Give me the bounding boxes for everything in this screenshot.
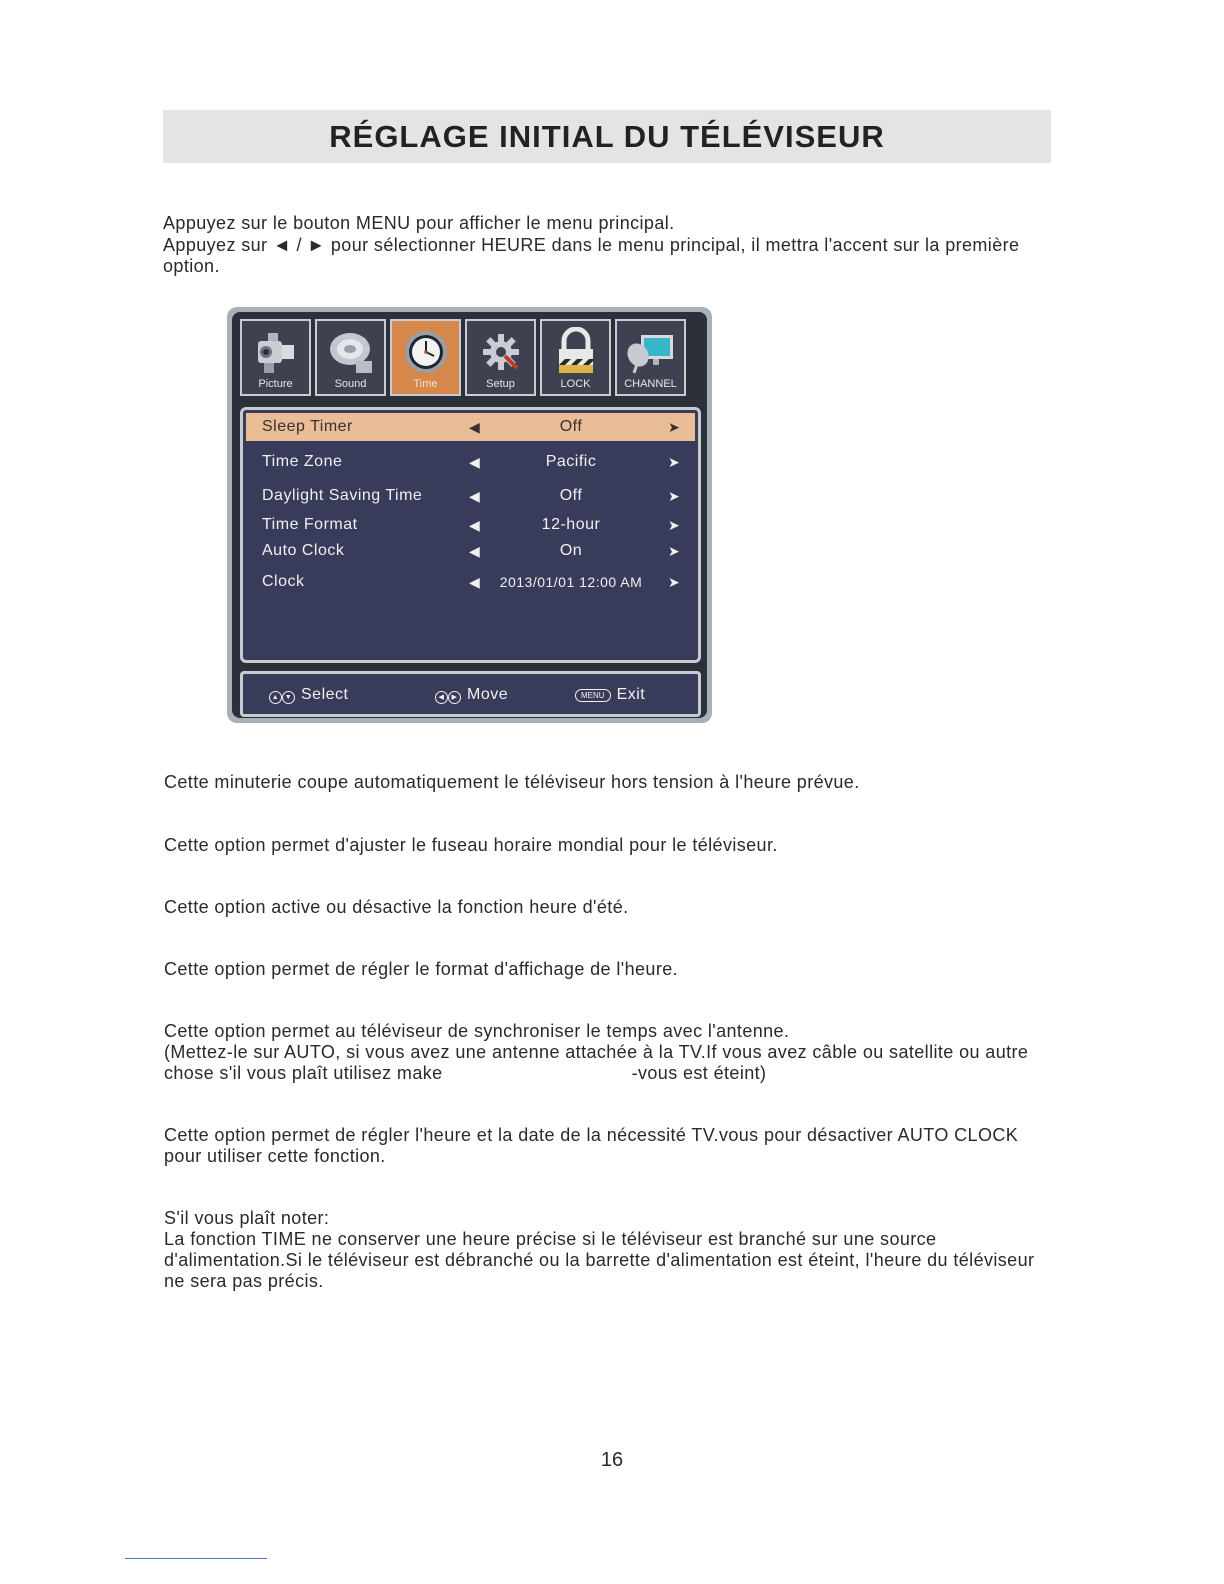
page-number: 16 — [600, 1449, 624, 1471]
tab-label: Sound — [334, 378, 367, 390]
row-value: Off — [559, 487, 583, 504]
tab-label: Time — [413, 378, 438, 390]
menu-row-time-format[interactable] — [246, 511, 695, 539]
osd-tab-bar — [240, 319, 686, 396]
desc-text: (Mettez-le sur AUTO, si vous avez une antenne attachée à la TV.If vous avez câble ou satellite ou autre chose s'il vous plaît utilisez make -vous est éteint) — [164, 1042, 1034, 1083]
menu-key-icon: MENU — [575, 689, 611, 702]
note — [164, 1208, 1044, 1292]
desc-text: Cette option permet de régler l'heure et la date de la nécessité TV.vous pour désactiver AUTO CLOCK pour utiliser cette fonction. — [164, 1125, 1019, 1166]
gear-icon — [467, 325, 534, 379]
tab-lock[interactable] — [540, 319, 611, 396]
desc-time-format — [164, 959, 1044, 980]
row-label: Sleep Timer — [262, 418, 353, 435]
menu-row-time-zone[interactable] — [246, 448, 695, 476]
hint-select-label: Select — [301, 686, 349, 703]
footer-rule — [125, 1558, 267, 1559]
hint-move — [435, 686, 508, 704]
tab-channel[interactable] — [615, 319, 686, 396]
time-menu-panel — [240, 407, 701, 663]
intro-text — [163, 213, 1043, 278]
camera-icon — [242, 325, 309, 379]
right-arrow-icon[interactable]: ➤ — [668, 517, 681, 533]
right-arrow-icon[interactable]: ➤ — [668, 488, 681, 504]
row-label: Clock — [262, 573, 305, 590]
note-text: La fonction TIME ne conserver une heure précise si le téléviseur est branché sur une source d'alimentation.Si le téléviseur est débranché ou la barrette d'alimentation est éteint, l'heure du téléviseur ne sera pas précis. — [164, 1229, 1035, 1291]
clock-icon — [392, 325, 459, 379]
tab-label: CHANNEL — [624, 378, 677, 390]
tab-label: LOCK — [560, 378, 591, 390]
row-value: 12-hour — [541, 516, 601, 533]
left-arrow-icon[interactable]: ◀ — [469, 419, 481, 435]
tab-picture[interactable] — [240, 319, 311, 396]
menu-row-sleep-timer[interactable] — [246, 413, 695, 441]
left-arrow-icon[interactable]: ◀ — [469, 543, 481, 559]
right-arrow-icon[interactable]: ➤ — [668, 543, 681, 559]
tab-label: Picture — [258, 378, 293, 390]
left-right-keys-icon: ◀ ▶ — [435, 686, 461, 704]
intro-line-1: Appuyez sur le bouton MENU pour afficher le menu principal. — [163, 213, 675, 233]
desc-auto-clock — [164, 1021, 1044, 1084]
row-value: Off — [559, 418, 583, 435]
up-down-keys-icon: ▲ ▼ — [269, 686, 295, 704]
right-arrow-icon[interactable]: ➤ — [668, 574, 681, 590]
page-title: RÉGLAGE INITIAL DU TÉLÉVISEUR — [329, 118, 885, 154]
lock-icon — [542, 325, 609, 379]
tab-time[interactable] — [390, 319, 461, 396]
hint-select — [269, 686, 348, 704]
desc-text: Cette option permet au téléviseur de synchroniser le temps avec l'antenne. — [164, 1021, 790, 1041]
right-arrow-icon[interactable]: ➤ — [668, 454, 681, 470]
left-arrow-icon[interactable]: ◀ — [469, 517, 481, 533]
desc-clock — [164, 1125, 1044, 1167]
desc-text: Cette minuterie coupe automatiquement le téléviseur hors tension à l'heure prévue. — [164, 772, 860, 792]
row-label: Time Zone — [262, 453, 343, 470]
osd-key-hints — [240, 671, 701, 717]
left-arrow-icon[interactable]: ◀ — [469, 488, 481, 504]
left-arrow-icon[interactable]: ◀ — [469, 574, 481, 590]
tab-sound[interactable] — [315, 319, 386, 396]
hint-exit-label: Exit — [616, 686, 646, 703]
note-heading: S'il vous plaît noter: — [164, 1208, 330, 1228]
menu-row-daylight-saving[interactable] — [246, 482, 695, 510]
intro-line-2: Appuyez sur ◄ / ► pour sélectionner HEURE dans le menu principal, il mettra l'accent sur la première option. — [163, 234, 1020, 276]
desc-sleep-timer — [164, 772, 1044, 793]
menu-row-auto-clock[interactable] — [246, 537, 695, 565]
hint-exit — [575, 686, 645, 704]
title-bar — [163, 110, 1051, 163]
row-label: Daylight Saving Time — [262, 487, 423, 504]
row-value: Pacific — [545, 453, 597, 470]
desc-text: Cette option permet d'ajuster le fuseau horaire mondial pour le téléviseur. — [164, 835, 778, 855]
speaker-icon — [317, 325, 384, 379]
osd-body — [232, 312, 707, 718]
right-arrow-icon[interactable]: ➤ — [668, 419, 681, 435]
tab-setup[interactable] — [465, 319, 536, 396]
desc-daylight-saving — [164, 897, 1044, 918]
left-arrow-icon[interactable]: ◀ — [469, 454, 481, 470]
hint-move-label: Move — [467, 686, 509, 703]
desc-text: Cette option active ou désactive la fonction heure d'été. — [164, 897, 629, 917]
row-value: 2013/01/01 12:00 AM — [499, 574, 643, 590]
satellite-icon — [617, 325, 684, 379]
tab-label: Setup — [486, 378, 515, 390]
tv-osd-screenshot — [227, 307, 712, 723]
row-label: Time Format — [262, 516, 358, 533]
desc-time-zone — [164, 835, 1044, 856]
menu-row-clock[interactable] — [246, 568, 695, 596]
row-label: Auto Clock — [262, 542, 345, 559]
row-value: On — [559, 542, 583, 559]
desc-text: Cette option permet de régler le format d'affichage de l'heure. — [164, 959, 679, 979]
